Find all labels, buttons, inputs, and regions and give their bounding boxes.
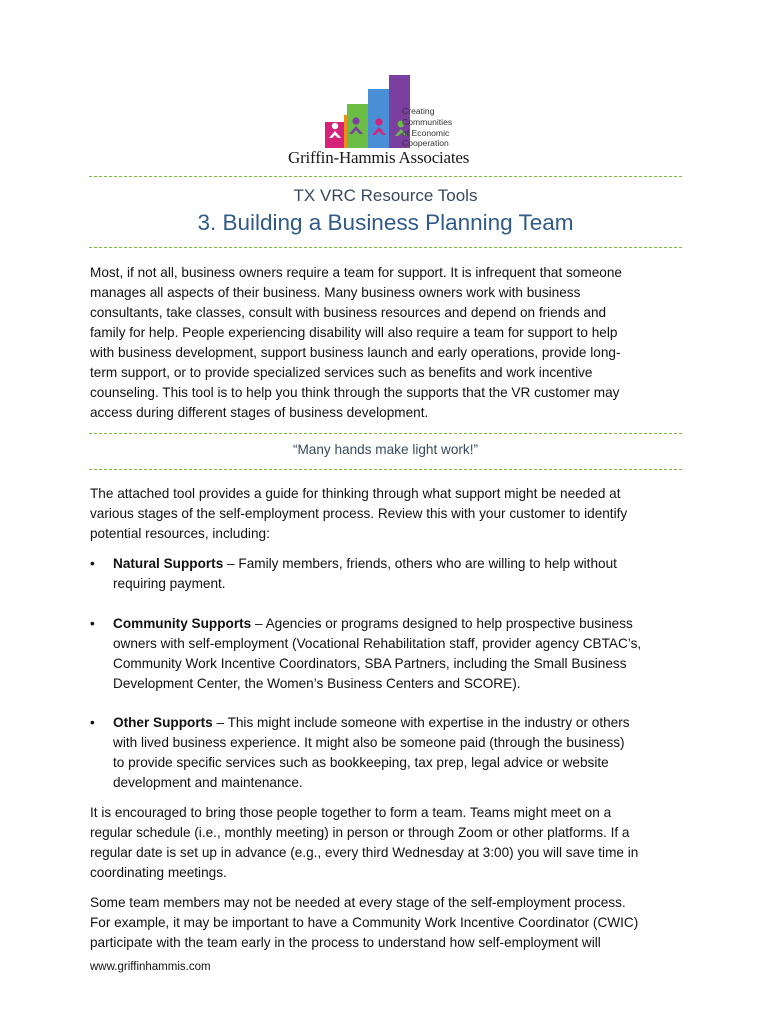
logo-bar-green	[347, 104, 368, 148]
text-line: requiring payment.	[113, 576, 226, 591]
document-title: 3. Building a Business Planning Team	[197, 210, 574, 235]
intro-paragraph	[90, 263, 682, 423]
logo-tagline-line: of Economic	[402, 127, 450, 138]
tool-intro-paragraph	[90, 484, 682, 544]
logo-tagline	[402, 106, 492, 149]
text-line: various stages of the self-employment process. Review this with your customer to identify	[90, 506, 628, 521]
logo-tagline-line: Cooperation	[402, 138, 449, 149]
logo-tagline-line: Creating	[402, 106, 435, 116]
text-line: consultants, take classes, consult with business resources and depend on friends and	[90, 305, 607, 320]
text-line: The attached tool provides a guide for thinking through what support might be needed at	[90, 486, 621, 501]
list-item	[90, 614, 682, 694]
text-line: family for help. People experiencing disability will also require a team for support to help	[90, 325, 618, 340]
document-subtitle: TX VRC Resource Tools	[293, 186, 478, 205]
bullet-icon: •	[90, 616, 95, 631]
text-line: potential resources, including:	[90, 526, 270, 541]
divider	[89, 433, 682, 434]
text-line: regular date is set up in advance (e.g., every third Wednesday at 3:00) you will save time in	[90, 845, 639, 860]
text-line: participate with the team early in the process to understand how self-employment will	[90, 935, 601, 950]
text-line: with lived business experience. It might also be someone paid (through the business)	[113, 735, 625, 750]
divider	[89, 469, 682, 470]
text-line: Some team members may not be needed at every stage of the self-employment process.	[90, 895, 626, 910]
logo-company-name: Griffin-Hammis Associates	[288, 148, 470, 167]
text-line: access during different stages of business development.	[90, 405, 429, 420]
list-item-term: Other Supports	[113, 715, 213, 730]
text-line: Community Work Incentive Coordinators, SBA Partners, including the Small Business	[113, 656, 627, 671]
logo-tagline-line: Communities	[402, 116, 453, 127]
text-line: term support, or to provide specialized services such as benefits and work incentive	[90, 365, 593, 380]
divider	[89, 247, 682, 248]
team-paragraph	[90, 803, 682, 883]
list-item-text	[113, 713, 682, 793]
text-line: – This might include someone with expertise in the industry or others	[212, 715, 630, 730]
text-line: Development Center, the Women’s Business Centers and SCORE).	[113, 676, 521, 691]
list-item	[90, 713, 682, 793]
text-line: to provide specific services such as bookkeeping, tax prep, legal advice or website	[113, 755, 609, 770]
bullet-icon: •	[90, 556, 95, 571]
text-line: It is encouraged to bring those people together to form a team. Teams might meet on a	[90, 805, 612, 820]
text-line: development and maintenance.	[113, 775, 303, 790]
text-line: with business development, support business launch and early operations, provide long-	[90, 345, 621, 360]
footer-url[interactable]: www.griffinhammis.com	[90, 961, 211, 973]
list-item	[90, 554, 682, 594]
list-item-text	[113, 614, 682, 694]
quote: “Many hands make light work!”	[292, 442, 479, 457]
text-line: regular schedule (i.e., monthly meeting) in person or through Zoom or other platforms. If a	[90, 825, 630, 840]
stage-paragraph	[90, 893, 682, 953]
divider	[89, 176, 682, 177]
text-line: – Agencies or programs designed to help prospective business	[251, 616, 633, 631]
text-line: – Family members, friends, others who are willing to help without	[223, 556, 617, 571]
text-line: Most, if not all, business owners require a team for support. It is infrequent that someone	[90, 265, 622, 280]
text-line: manages all aspects of their business. Many business owners work with business	[90, 285, 581, 300]
list-item-text	[113, 554, 682, 594]
text-line: owners with self-employment (Vocational Rehabilitation staff, provider agency CBTAC’s,	[113, 636, 642, 651]
bullet-icon: •	[90, 715, 95, 730]
list-item-term: Natural Supports	[113, 556, 224, 571]
list-item-term: Community Supports	[113, 616, 252, 631]
text-line: coordinating meetings.	[90, 865, 227, 880]
text-line: counseling. This tool is to help you think through the supports that the VR customer may	[90, 385, 620, 400]
text-line: For example, it may be important to have a Community Work Incentive Coordinator (CWIC)	[90, 915, 639, 930]
